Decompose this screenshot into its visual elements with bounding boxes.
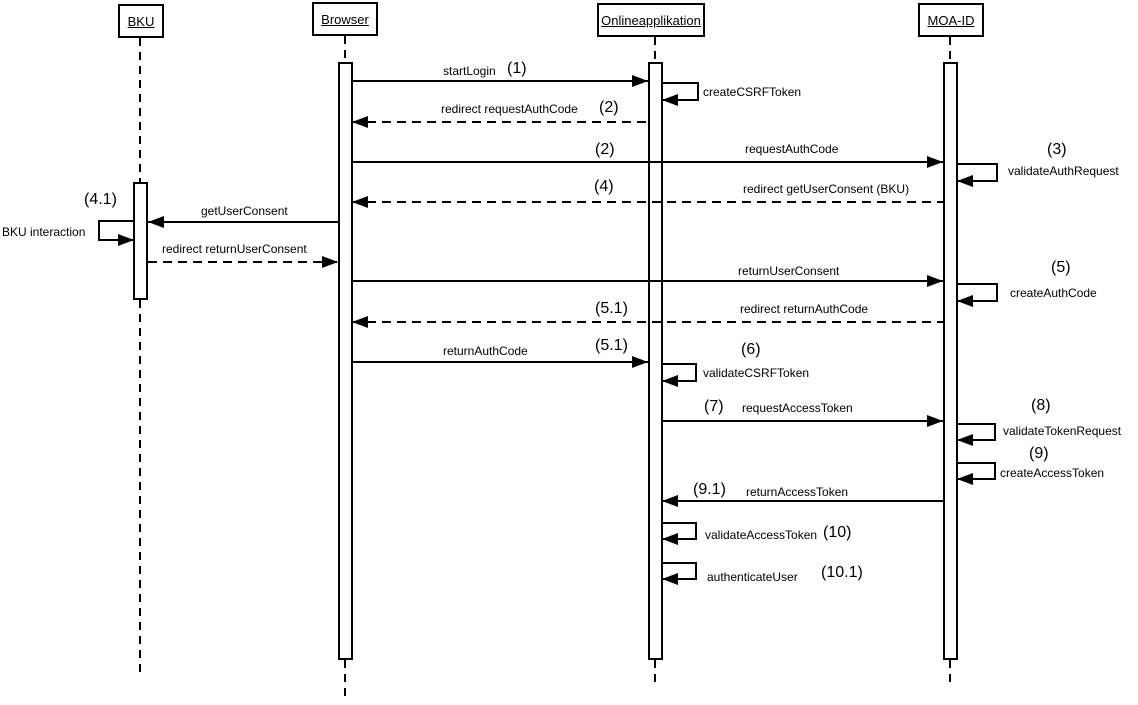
msg-requestaccesstoken-line xyxy=(662,420,943,422)
msg-validatecsrftoken-step: (6) xyxy=(741,341,761,358)
msg-redirect-returnuserconsent-line xyxy=(148,261,338,263)
msg-createaccesstoken-label: createAccessToken xyxy=(1000,466,1105,480)
msg-redirect-requestauthcode-step: (2) xyxy=(599,99,619,116)
msg-getuserconsent-line xyxy=(148,221,338,223)
msg-returnauthcode-label: returnAuthCode xyxy=(443,344,528,358)
msg-startlogin-line xyxy=(352,80,648,82)
activation-bar-onlineapplikation xyxy=(648,62,663,660)
lifeline-bku-upper xyxy=(139,38,141,182)
msg-validateaccesstoken-label: validateAccessToken xyxy=(705,528,818,542)
lifeline-onlineapplikation-upper xyxy=(654,37,656,62)
actor-label-moa-id: MOA-ID xyxy=(927,12,975,28)
msg-validatecsrftoken-label: validateCSRFToken xyxy=(703,366,810,380)
arrowhead-left-icon xyxy=(957,473,973,485)
arrowhead-right-icon xyxy=(927,415,943,427)
activation-bar-moa-id xyxy=(943,62,958,660)
msg-validatetokenrequest-label: validateTokenRequest xyxy=(1003,424,1122,438)
arrowhead-left-icon xyxy=(662,375,678,387)
msg-returnaccesstoken-label: returnAccessToken xyxy=(746,485,849,499)
arrowhead-right-icon xyxy=(322,256,338,268)
msg-redirect-returnuserconsent-label: redirect returnUserConsent xyxy=(162,242,307,256)
arrowhead-left-icon xyxy=(662,533,678,545)
msg-startlogin-step: (1) xyxy=(507,60,527,77)
actor-box-moa-id xyxy=(918,3,984,37)
lifeline-browser-upper xyxy=(344,36,346,62)
msg-returnaccesstoken-step: (9.1) xyxy=(693,481,726,498)
actor-label-browser: Browser xyxy=(321,11,369,27)
activation-bar-browser xyxy=(338,62,353,660)
arrowhead-right-icon xyxy=(927,156,943,168)
actor-box-browser xyxy=(312,2,378,36)
activation-bar-bku xyxy=(133,182,148,300)
msg-validateauthrequest-label: validateAuthRequest xyxy=(1008,164,1119,178)
msg-redirect-returnauthcode-label: redirect returnAuthCode xyxy=(740,302,869,316)
arrowhead-left-icon xyxy=(662,94,678,106)
arrowhead-right-icon xyxy=(927,275,943,287)
msg-createauthcode-step: (5) xyxy=(1051,259,1071,276)
arrowhead-left-icon xyxy=(352,316,368,328)
arrowhead-left-icon xyxy=(352,196,368,208)
arrowhead-left-icon xyxy=(148,216,164,228)
msg-returnuserconsent-line xyxy=(352,280,943,282)
msg-authenticateuser-step: (10.1) xyxy=(821,564,863,581)
msg-startlogin-label: startLogin xyxy=(443,64,496,78)
msg-returnuserconsent-label: returnUserConsent xyxy=(738,264,840,278)
msg-getuserconsent-label: getUserConsent xyxy=(201,204,288,218)
msg-redirect-getuserconsent-step: (4) xyxy=(594,178,614,195)
arrowhead-left-icon xyxy=(957,434,973,446)
arrowhead-right-icon xyxy=(118,234,134,246)
lifeline-browser-lower xyxy=(344,660,346,701)
msg-createaccesstoken-step: (9) xyxy=(1029,445,1049,462)
arrowhead-right-icon xyxy=(632,356,648,368)
lifeline-bku-lower xyxy=(139,300,141,677)
msg-returnauthcode-line xyxy=(352,361,648,363)
actor-box-bku xyxy=(118,4,164,38)
msg-createauthcode-label: createAuthCode xyxy=(1010,286,1097,300)
arrowhead-left-icon xyxy=(957,295,973,307)
msg-redirect-getuserconsent-line xyxy=(352,201,943,203)
msg-redirect-requestauthcode-line xyxy=(352,121,648,123)
msg-redirect-returnauthcode-line xyxy=(352,321,943,323)
lifeline-moa-id-lower xyxy=(949,660,951,682)
msg-returnauthcode-step: (5.1) xyxy=(595,337,628,354)
msg-validateaccesstoken-step: (10) xyxy=(823,524,852,541)
msg-getuserconsent-step: (4.1) xyxy=(84,191,117,208)
actor-label-bku: BKU xyxy=(127,13,155,29)
msg-redirect-getuserconsent-label: redirect getUserConsent (BKU) xyxy=(743,182,910,196)
msg-validateauthrequest-step: (3) xyxy=(1047,141,1067,158)
arrowhead-left-icon xyxy=(352,116,368,128)
arrowhead-right-icon xyxy=(632,75,648,87)
msg-returnaccesstoken-line xyxy=(662,500,943,502)
msg-requestauthcode-step: (2) xyxy=(595,141,615,158)
msg-redirect-requestauthcode-label: redirect requestAuthCode xyxy=(441,102,578,116)
actor-box-onlineapplikation xyxy=(597,3,705,37)
actor-label-onlineapplikation: Onlineapplikation xyxy=(601,12,701,28)
arrowhead-left-icon xyxy=(662,573,678,585)
msg-authenticateuser-label: authenticateUser xyxy=(707,570,798,584)
msg-validatetokenrequest-step: (8) xyxy=(1031,397,1051,414)
msg-requestaccesstoken-step: (7) xyxy=(704,398,724,415)
msg-requestauthcode-label: requestAuthCode xyxy=(745,142,839,156)
lifeline-moa-id-upper xyxy=(949,37,951,62)
msg-redirect-returnauthcode-step: (5.1) xyxy=(595,300,628,317)
msg-requestaccesstoken-label: requestAccessToken xyxy=(742,401,853,415)
arrowhead-left-icon xyxy=(662,495,678,507)
lifeline-onlineapplikation-lower xyxy=(654,660,656,682)
arrowhead-left-icon xyxy=(957,175,973,187)
msg-bku-interaction-label: BKU interaction xyxy=(2,225,86,239)
msg-createcsrftoken-label: createCSRFToken xyxy=(703,85,802,99)
msg-requestauthcode-line xyxy=(352,161,943,163)
